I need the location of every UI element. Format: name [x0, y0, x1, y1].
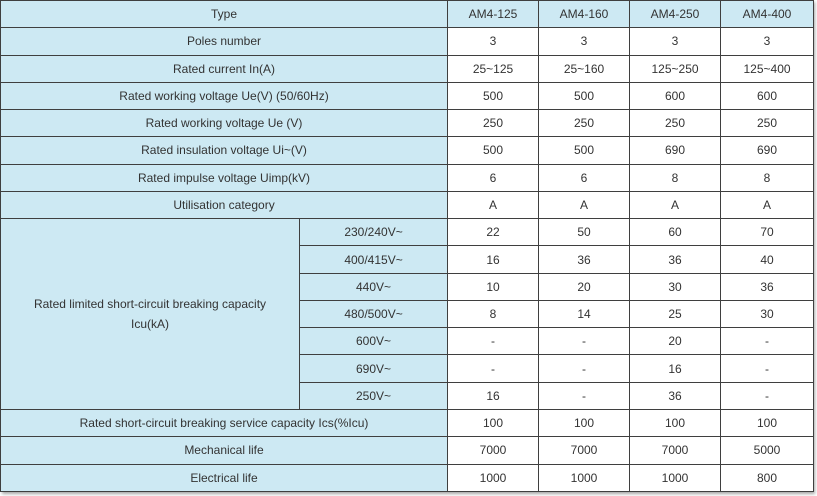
model-header: AM4-250 [630, 1, 721, 28]
row-label: Rated working voltage Ue (V) [1, 110, 448, 137]
value-cell: 36 [630, 382, 721, 409]
voltage-label: 250V~ [300, 382, 448, 409]
table-row [1, 409, 814, 436]
value-cell: 36 [630, 246, 721, 273]
model-header: AM4-400 [721, 1, 814, 28]
value-cell: 7000 [539, 437, 630, 464]
value-cell: 3 [448, 28, 539, 55]
value-cell: - [539, 382, 630, 409]
value-cell: 8 [721, 164, 814, 191]
icu-group-label [1, 219, 300, 410]
row-label: Rated current In(A) [1, 55, 448, 82]
voltage-label: 600V~ [300, 328, 448, 355]
value-cell: 100 [721, 409, 814, 436]
value-cell: 20 [539, 273, 630, 300]
value-cell: 30 [630, 273, 721, 300]
row-label: Poles number [1, 28, 448, 55]
icu-label-line1: Rated limited short-circuit breaking capacity [33, 297, 267, 312]
value-cell: 10 [448, 273, 539, 300]
header-row [1, 1, 814, 28]
value-cell: A [630, 191, 721, 218]
value-cell: 25~160 [539, 55, 630, 82]
row-label: Utilisation category [1, 191, 448, 218]
value-cell: 16 [630, 355, 721, 382]
voltage-label: 480/500V~ [300, 300, 448, 327]
value-cell: 100 [539, 409, 630, 436]
row-label: Rated short-circuit breaking service capacity Ics(%Icu) [1, 409, 448, 436]
table-row [1, 28, 814, 55]
value-cell: 600 [630, 82, 721, 109]
value-cell: 60 [630, 219, 721, 246]
value-cell: 3 [721, 28, 814, 55]
value-cell: 36 [721, 273, 814, 300]
table-row [1, 219, 814, 246]
value-cell: 250 [539, 110, 630, 137]
value-cell: 125~400 [721, 55, 814, 82]
type-header: Type [1, 1, 448, 28]
value-cell: - [721, 328, 814, 355]
value-cell: 1000 [539, 464, 630, 491]
value-cell: 70 [721, 219, 814, 246]
value-cell: - [721, 355, 814, 382]
value-cell: 6 [448, 164, 539, 191]
value-cell: 500 [448, 82, 539, 109]
value-cell: 8 [630, 164, 721, 191]
value-cell: 800 [721, 464, 814, 491]
table-row [1, 164, 814, 191]
table-row [1, 464, 814, 491]
value-cell: 8 [448, 300, 539, 327]
value-cell: 5000 [721, 437, 814, 464]
value-cell: - [539, 328, 630, 355]
value-cell: A [721, 191, 814, 218]
table-row [1, 55, 814, 82]
value-cell: 7000 [630, 437, 721, 464]
value-cell: - [721, 382, 814, 409]
value-cell: A [539, 191, 630, 218]
value-cell: 500 [539, 137, 630, 164]
value-cell: 25 [630, 300, 721, 327]
value-cell: 3 [539, 28, 630, 55]
row-label: Rated impulse voltage Uimp(kV) [1, 164, 448, 191]
value-cell: 30 [721, 300, 814, 327]
table-row [1, 437, 814, 464]
value-cell: 500 [448, 137, 539, 164]
table-row [1, 110, 814, 137]
value-cell: 690 [630, 137, 721, 164]
voltage-label: 440V~ [300, 273, 448, 300]
value-cell: 690 [721, 137, 814, 164]
row-label: Mechanical life [1, 437, 448, 464]
value-cell: 16 [448, 382, 539, 409]
row-label: Rated working voltage Ue(V) (50/60Hz) [1, 82, 448, 109]
voltage-label: 400/415V~ [300, 246, 448, 273]
value-cell: - [539, 355, 630, 382]
table-row [1, 137, 814, 164]
value-cell: 250 [630, 110, 721, 137]
value-cell: 16 [448, 246, 539, 273]
icu-label-line2: Icu(kA) [130, 317, 169, 332]
value-cell: 50 [539, 219, 630, 246]
row-label: Rated insulation voltage Ui~(V) [1, 137, 448, 164]
model-header: AM4-160 [539, 1, 630, 28]
value-cell: 600 [721, 82, 814, 109]
value-cell: 14 [539, 300, 630, 327]
value-cell: 250 [448, 110, 539, 137]
value-cell: 125~250 [630, 55, 721, 82]
voltage-label: 230/240V~ [300, 219, 448, 246]
value-cell: - [448, 355, 539, 382]
value-cell: 250 [721, 110, 814, 137]
row-label: Electrical life [1, 464, 448, 491]
value-cell: 25~125 [448, 55, 539, 82]
value-cell: 1000 [448, 464, 539, 491]
value-cell: A [448, 191, 539, 218]
value-cell: 22 [448, 219, 539, 246]
model-header: AM4-125 [448, 1, 539, 28]
value-cell: 7000 [448, 437, 539, 464]
value-cell: - [448, 328, 539, 355]
table-row [1, 191, 814, 218]
value-cell: 1000 [630, 464, 721, 491]
value-cell: 3 [630, 28, 721, 55]
value-cell: 500 [539, 82, 630, 109]
value-cell: 36 [539, 246, 630, 273]
value-cell: 100 [630, 409, 721, 436]
value-cell: 100 [448, 409, 539, 436]
voltage-label: 690V~ [300, 355, 448, 382]
value-cell: 20 [630, 328, 721, 355]
value-cell: 40 [721, 246, 814, 273]
value-cell: 6 [539, 164, 630, 191]
table-row [1, 82, 814, 109]
